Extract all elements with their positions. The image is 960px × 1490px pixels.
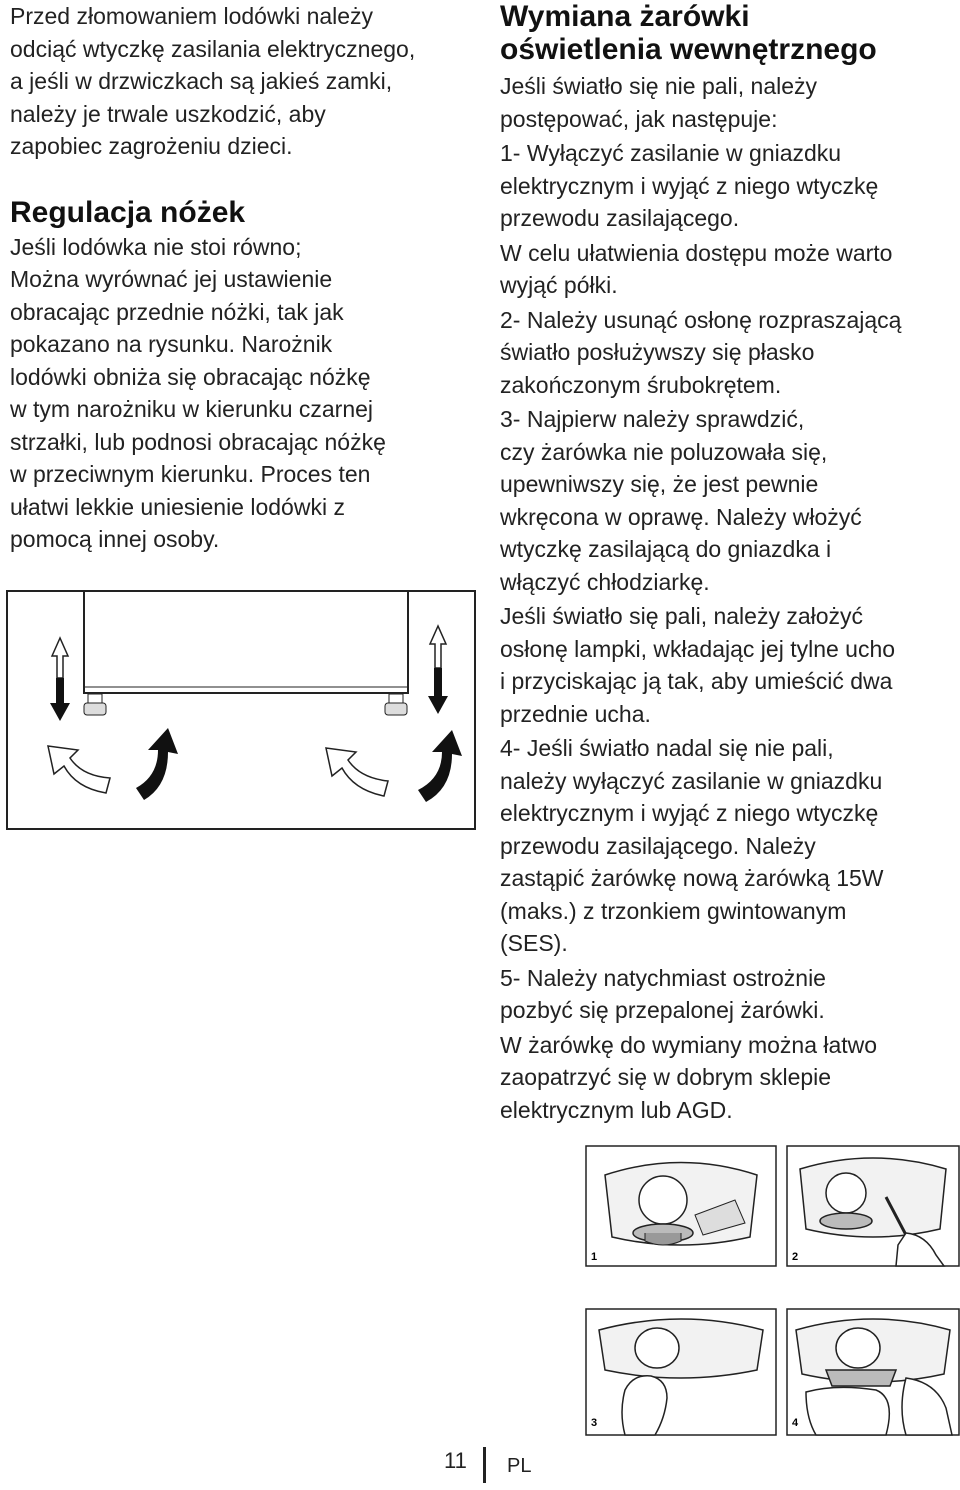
text-line: należy je trwale uszkodzić, aby bbox=[10, 100, 326, 127]
text-line: 3- Najpierw należy sprawdzić, bbox=[500, 406, 805, 432]
step-2-text bbox=[500, 304, 960, 402]
text-line: należy wyłączyć zasilanie w gniazdku bbox=[500, 767, 883, 794]
left-foot-icon bbox=[84, 694, 106, 715]
footer-divider bbox=[483, 1447, 486, 1483]
text-line: w tym narożniku w kierunku czarnej bbox=[10, 396, 374, 422]
height-arrow-right-icon bbox=[428, 626, 448, 714]
text-line: a jeśli w drzwiczkach są jakieś zamki, bbox=[10, 68, 393, 94]
text-line: obracając przednie nóżki, tak jak bbox=[10, 298, 344, 325]
text-line: (maks.) z trzonkiem gwintowanym bbox=[500, 897, 847, 924]
feet-adjustment-text bbox=[10, 231, 470, 556]
text-line: elektrycznym i wyjąć z niego wtyczkę bbox=[500, 172, 879, 199]
section-heading-feet: Regulacja nóżek bbox=[10, 195, 246, 229]
step-1-text bbox=[500, 137, 960, 235]
text-line: w przeciwnym kierunku. Proces ten bbox=[10, 461, 371, 487]
text-line: zaopatrzyć się w dobrym sklepie bbox=[500, 1064, 832, 1090]
step-4-text bbox=[500, 732, 960, 960]
text-line: Można wyrównać jej ustawienie bbox=[10, 266, 333, 292]
text-line: zakończonym śrubokrętem. bbox=[500, 371, 782, 398]
text-line: wkręcona w oprawę. Należy włożyć bbox=[500, 503, 862, 530]
text-line: 5- Należy natychmiast ostrożnie bbox=[500, 964, 826, 991]
rotate-clockwise-left-icon bbox=[136, 728, 178, 800]
rotate-counterclockwise-left-icon bbox=[48, 746, 110, 793]
text-line: pokazano na rysunku. Narożnik bbox=[10, 331, 333, 357]
section-heading-bulb bbox=[500, 0, 960, 66]
text-line: odciąć wtyczkę zasilania elektrycznego, bbox=[10, 35, 416, 62]
heading-line: Wymiana żarówki bbox=[500, 0, 750, 33]
text-line: i przyciskając ją tak, aby umieścić dwa bbox=[500, 668, 893, 694]
rotate-clockwise-right-icon bbox=[418, 730, 462, 802]
text-line: Jeśli lodówka nie stoi równo; bbox=[10, 233, 302, 260]
feet-adjustment-illustration bbox=[6, 588, 476, 833]
shelves-tip bbox=[500, 237, 960, 302]
text-line: pomocą innej osoby. bbox=[10, 526, 220, 552]
text-line: wtyczkę zasilającą do gniazdka i bbox=[500, 536, 832, 562]
rotate-counterclockwise-right-icon bbox=[326, 748, 388, 796]
text-line: postępować, jak następuje: bbox=[500, 105, 778, 132]
bulb-step-4-illustration bbox=[786, 1308, 960, 1436]
text-line: przewodu zasilającego. Należy bbox=[500, 832, 816, 859]
page-number: 11 bbox=[444, 1448, 467, 1473]
right-column bbox=[500, 0, 960, 1128]
text-line: upewniwszy się, że jest pewnie bbox=[500, 471, 819, 497]
text-line: 2- Należy usunąć osłonę rozpraszającą bbox=[500, 306, 902, 333]
replacement-tip bbox=[500, 1029, 960, 1127]
text-line: zapobiec zagrożeniu dzieci. bbox=[10, 133, 293, 159]
bulb-intro bbox=[500, 70, 960, 135]
text-line: wyjąć półki. bbox=[500, 272, 618, 298]
text-line: strzałki, lub podnosi obracając nóżkę bbox=[10, 428, 386, 455]
text-line: elektrycznym lub AGD. bbox=[500, 1096, 733, 1123]
text-line: 4- Jeśli światło nadal się nie pali, bbox=[500, 735, 834, 761]
text-line: przewodu zasilającego. bbox=[500, 205, 740, 231]
text-line: osłonę lampki, wkładając jej tylne ucho bbox=[500, 635, 896, 662]
text-line: lodówki obniża się obracając nóżkę bbox=[10, 363, 371, 390]
right-foot-icon bbox=[385, 694, 407, 715]
text-line: pozbyć się przepalonej żarówki. bbox=[500, 997, 825, 1023]
left-column bbox=[10, 0, 470, 556]
step-5-text bbox=[500, 962, 960, 1027]
text-line: światło posłużywszy się płasko bbox=[500, 339, 815, 365]
cover-refit-text bbox=[500, 600, 960, 730]
text-line: włączyć chłodziarkę. bbox=[500, 568, 710, 595]
step-1-label: 1 bbox=[591, 1251, 598, 1263]
text-line: ułatwi lekkie uniesienie lodówki z bbox=[10, 493, 345, 520]
bulb-step-3-illustration bbox=[585, 1308, 777, 1436]
text-line: czy żarówka nie poluzowała się, bbox=[500, 438, 828, 465]
disposal-warning bbox=[10, 0, 470, 163]
text-line: W celu ułatwienia dostępu może warto bbox=[500, 239, 893, 266]
language-code: PL bbox=[507, 1455, 532, 1477]
text-line: Jeśli światło się pali, należy założyć bbox=[500, 603, 864, 629]
text-line: (SES). bbox=[500, 930, 568, 956]
step-4-label: 4 bbox=[792, 1417, 799, 1429]
text-line: Jeśli światło się nie pali, należy bbox=[500, 73, 818, 99]
text-line: 1- Wyłączyć zasilanie w gniazdku bbox=[500, 140, 842, 166]
step-3-label: 3 bbox=[591, 1417, 598, 1429]
text-line: zastąpić żarówkę nową żarówką 15W bbox=[500, 865, 884, 891]
text-line: W żarówkę do wymiany można łatwo bbox=[500, 1031, 878, 1058]
step-2-label: 2 bbox=[792, 1251, 799, 1263]
bulb-step-1-illustration bbox=[585, 1145, 777, 1267]
text-line: Przed złomowaniem lodówki należy bbox=[10, 3, 374, 29]
text-line: przednie ucha. bbox=[500, 700, 651, 727]
heading-line: oświetlenia wewnętrznego bbox=[500, 33, 877, 66]
text-line: elektrycznym i wyjąć z niego wtyczkę bbox=[500, 800, 879, 826]
height-arrow-left-icon bbox=[50, 638, 70, 721]
bulb-step-2-illustration bbox=[786, 1145, 960, 1267]
step-3-text bbox=[500, 403, 960, 598]
